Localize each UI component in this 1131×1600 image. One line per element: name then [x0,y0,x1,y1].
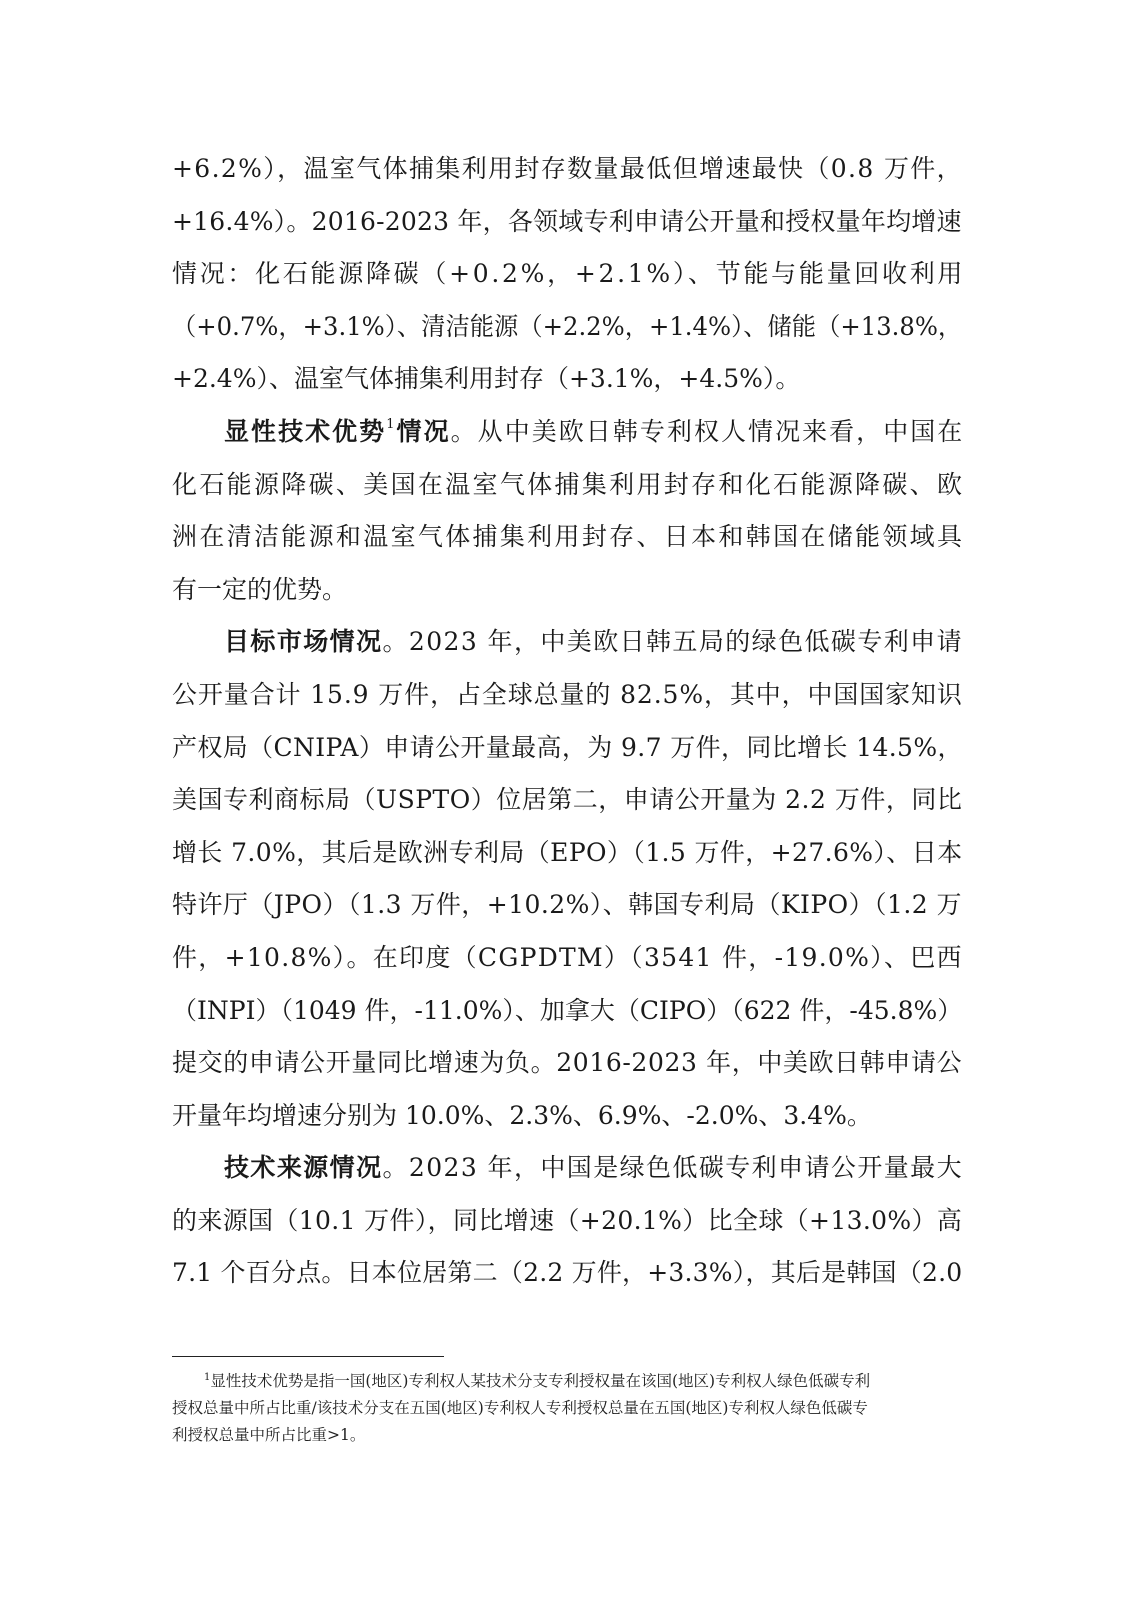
text-line [172,932,962,985]
text-segment: 美国专利商标局（USPTO）位居第二，申请公开量为 2.2 万件，同比 [172,785,963,815]
text-line [172,879,962,932]
text-line [172,722,962,775]
footnote-ref[interactable]: 1 [386,416,397,432]
text-segment: 。2023 年，中美欧日韩五局的绿色低碳专利申请 [382,627,963,657]
text-line [172,248,966,301]
text-line [172,511,965,564]
text-segment: 的来源国（10.1 万件），同比增速（+20.1%）比全球（+13.0%）高 [172,1205,963,1235]
body-text [172,143,966,1300]
paragraph-heading: 目标市场情况 [224,627,383,657]
footnote-marker: 1 [204,1372,211,1383]
text-line [172,143,962,196]
paragraph-advantage-first-line [172,406,965,459]
text-segment: 特许厅（JPO）（1.3 万件，+10.2%）、韩国专利局（KIPO）（1.2 万 [172,890,962,920]
text-segment: 化石能源降碳、美国在温室气体捕集利用封存和化石能源降碳、欧 [172,469,965,499]
text-line [172,774,962,827]
paragraph-market-first-line [172,616,962,669]
text-line [172,196,962,249]
text-segment: （+0.7%，+3.1%）、清洁能源（+2.2%，+1.4%）、储能（+13.8%， [172,311,963,341]
paragraph-heading-tail: 情况 [396,416,451,446]
text-segment: +6.2%），温室气体捕集利用封存数量最低但增速最快（0.8 万件， [172,154,964,183]
text-segment: （INPI）（1049 件，-11.0%）、加拿大（CIPO）（622 件，-45.8%） [172,995,963,1025]
text-segment: 增长 7.0%，其后是欧洲专利局（EPO）（1.5 万件，+27.6%）、日本 [172,837,963,867]
paragraph-heading: 显性技术优势 [224,416,387,446]
text-segment: 情况：化石能源降碳（+0.2%，+2.1%）、节能与能量回收利用 [172,259,966,289]
footnote [172,1368,962,1449]
paragraph-source-first-line [172,1142,962,1195]
text-line [172,1195,962,1248]
text-segment: 件，+10.8%）。在印度（CGPDTM）（3541 件，-19.0%）、巴西 [172,942,963,972]
text-segment: 洲在清洁能源和温室气体捕集利用封存、日本和韩国在储能领域具 [172,522,965,552]
text-segment: +2.4%）、温室气体捕集利用封存（+3.1%，+4.5%）。 [172,364,801,394]
text-line [172,827,962,880]
footnote-text: 授权总量中所占比重/该技术分支在五国(地区)专利权人专利授权总量在五国(地区)专利权人绿色低碳专 [172,1399,868,1417]
text-line [172,985,962,1038]
text-segment: 提交的申请公开量同比增速为负。2016-2023 年，中美欧日韩申请公 [172,1048,963,1078]
text-segment: 。2023 年，中国是绿色低碳专利申请公开量最大 [382,1153,963,1183]
paragraph-heading: 技术来源情况 [224,1153,383,1183]
footnote-text: 显性技术优势是指一国(地区)专利权人某技术分支专利授权量在该国(地区)专利权人绿色低碳专利 [210,1372,871,1390]
text-segment: 7.1 个百分点。日本位居第二（2.2 万件，+3.3%），其后是韩国（2.0 [172,1258,963,1288]
text-line [172,1247,962,1300]
text-segment: 。从中美欧日韩专利权人情况来看，中国在 [450,416,965,446]
text-line [172,669,962,722]
footnote-line [172,1395,962,1422]
text-line [172,1090,962,1143]
text-segment: 有一定的优势。 [172,574,348,604]
text-segment: 公开量合计 15.9 万件，占全球总量的 82.5%，其中，中国国家知识 [172,679,963,709]
footnote-line [172,1368,962,1395]
footnote-separator [172,1356,444,1357]
text-line [172,1037,962,1090]
footnote-line [172,1422,962,1449]
text-segment: +16.4%）。2016-2023 年，各领域专利申请公开量和授权量年均增速 [172,206,962,236]
text-line [172,353,962,406]
text-line [172,564,962,617]
footnote-text: 利授权总量中所占比重>1。 [172,1426,366,1444]
text-segment: 开量年均增速分别为 10.0%、2.3%、6.9%、-2.0%、3.4%。 [172,1100,872,1130]
text-line [172,301,962,354]
text-segment: 产权局（CNIPA）申请公开量最高，为 9.7 万件，同比增长 14.5%， [172,732,963,762]
text-line [172,459,965,512]
